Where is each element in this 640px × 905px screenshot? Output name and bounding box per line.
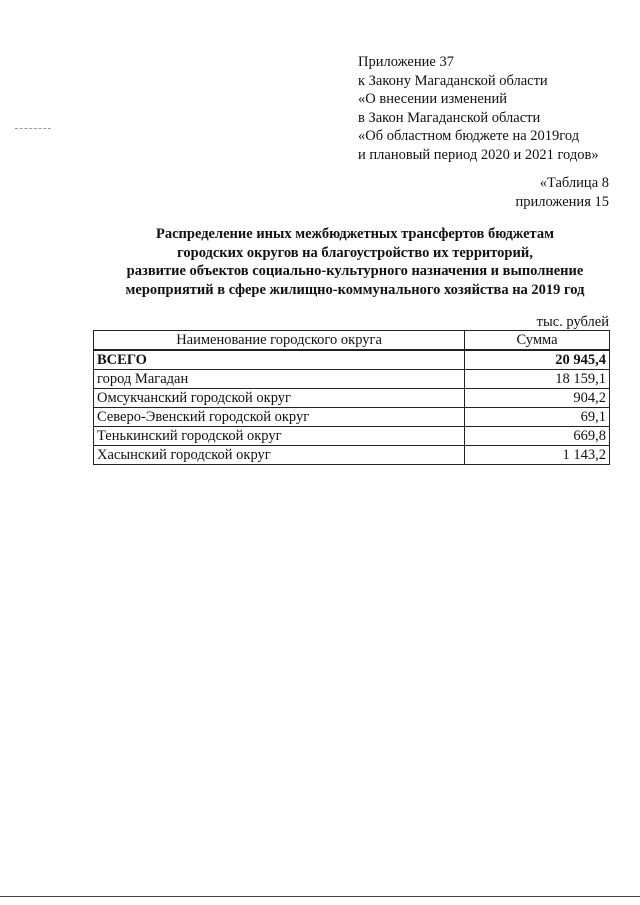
appendix-line: и плановый период 2020 и 2021 годов»: [358, 146, 599, 163]
table-row: [94, 389, 610, 408]
row-name: Северо-Эвенский городской округ: [94, 408, 465, 427]
table-row: [94, 408, 610, 427]
header-name: Наименование городского округа: [94, 331, 465, 351]
title-line: городских округов на благоустройство их территорий,: [177, 244, 533, 261]
table-ref-line: приложения 15: [515, 193, 609, 210]
table-ref-line: «Таблица 8: [539, 175, 609, 191]
appendix-line: «О внесении изменений: [358, 91, 508, 108]
title-line: мероприятий в сфере жилищно-коммунального хозяйства на 2019 год: [125, 281, 585, 298]
table-header-row: [94, 331, 610, 351]
units-label: тыс. рублей: [536, 314, 609, 330]
appendix-line: «Об областном бюджете на 2019год: [358, 128, 580, 145]
scan-artifact-mark: [15, 128, 51, 129]
row-name: город Магадан: [94, 370, 465, 389]
title-line: развитие объектов социально-культурного назначения и выполнение: [126, 263, 584, 280]
title-line: Распределение иных межбюджетных трансфертов бюджетам: [156, 226, 554, 242]
appendix-line: в Закон Магаданской области: [358, 109, 541, 126]
row-sum: 904,2: [465, 389, 610, 408]
row-sum: 18 159,1: [465, 370, 610, 389]
row-name: Омсукчанский городской округ: [94, 389, 465, 408]
table-row: [94, 446, 610, 465]
appendix-line: к Закону Магаданской области: [358, 72, 548, 89]
document-title: [90, 225, 620, 299]
row-sum: 669,8: [465, 427, 610, 446]
total-sum: 20 945,4: [465, 350, 610, 370]
appendix-line: Приложение 37: [358, 54, 454, 70]
total-label: ВСЕГО: [94, 350, 465, 370]
row-sum: 1 143,2: [465, 446, 610, 465]
scan-bottom-edge: [0, 896, 640, 897]
table-row: [94, 370, 610, 389]
table-reference: [516, 174, 609, 211]
transfers-table: [93, 330, 610, 465]
row-name: Хасынский городской округ: [94, 446, 465, 465]
row-sum: 69,1: [465, 408, 610, 427]
table-row: [94, 427, 610, 446]
header-sum: Сумма: [465, 331, 610, 351]
row-name: Тенькинский городской округ: [94, 427, 465, 446]
table-total-row: [94, 350, 610, 370]
appendix-block: [358, 53, 599, 165]
